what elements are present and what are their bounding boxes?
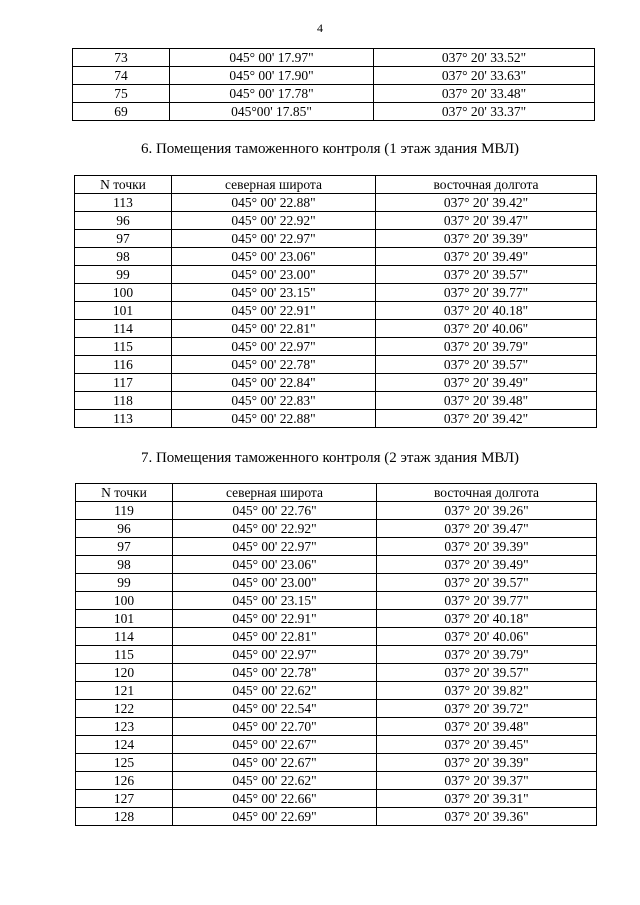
cell-longitude: 037° 20' 40.06" [377,628,597,646]
cell-point-number: 98 [76,556,173,574]
cell-latitude: 045° 00' 22.92" [173,520,377,538]
cell-point-number: 114 [76,628,173,646]
cell-longitude: 037° 20' 39.57" [377,664,597,682]
table-row [76,538,597,556]
table-row [75,194,597,212]
table-row [73,49,595,67]
cell-longitude: 037° 20' 39.36" [377,808,597,826]
cell-point-number: 115 [75,338,172,356]
cell-longitude: 037° 20' 39.48" [376,392,597,410]
cell-latitude: 045° 00' 22.67" [173,736,377,754]
cell-longitude: 037° 20' 39.37" [377,772,597,790]
table-row [76,628,597,646]
cell-longitude: 037° 20' 40.06" [376,320,597,338]
section-6-coordinates-table [74,175,597,428]
cell-latitude: 045° 00' 22.97" [173,538,377,556]
cell-latitude: 045° 00' 23.00" [172,266,376,284]
cell-latitude: 045° 00' 23.00" [173,574,377,592]
cell-longitude: 037° 20' 39.31" [377,790,597,808]
cell-longitude: 037° 20' 40.18" [377,610,597,628]
table-row [73,103,595,121]
cell-point-number: 101 [76,610,173,628]
cell-latitude: 045° 00' 22.88" [172,194,376,212]
cell-point-number: 115 [76,646,173,664]
table-row [75,320,597,338]
table-row [75,212,597,230]
table-header-row [76,484,597,502]
cell-point-number: 122 [76,700,173,718]
table-row [76,574,597,592]
cell-point-number: 96 [75,212,172,230]
table-row [76,556,597,574]
cell-longitude: 037° 20' 33.63" [374,67,595,85]
cell-latitude: 045° 00' 17.97" [170,49,374,67]
cell-point-number: 113 [75,410,172,428]
cell-longitude: 037° 20' 39.49" [376,248,597,266]
cell-latitude: 045° 00' 22.70" [173,718,377,736]
cell-latitude: 045° 00' 22.92" [172,212,376,230]
cell-point-number: 69 [73,103,170,121]
column-header-longitude: восточная долгота [377,484,597,502]
cell-latitude: 045° 00' 22.69" [173,808,377,826]
cell-longitude: 037° 20' 39.39" [377,538,597,556]
table-row [75,410,597,428]
cell-latitude: 045° 00' 17.78" [170,85,374,103]
table-row [76,682,597,700]
cell-point-number: 117 [75,374,172,392]
cell-longitude: 037° 20' 39.49" [376,374,597,392]
table-row [73,85,595,103]
cell-longitude: 037° 20' 39.77" [376,284,597,302]
table-body [73,49,595,121]
table-row [76,502,597,520]
cell-point-number: 75 [73,85,170,103]
cell-point-number: 97 [76,538,173,556]
cell-latitude: 045° 00' 23.06" [172,248,376,266]
cell-longitude: 037° 20' 39.39" [376,230,597,248]
cell-latitude: 045° 00' 22.67" [173,754,377,772]
table-row [75,338,597,356]
section-6-heading: 6. Помещения таможенного контроля (1 этаж здания МВЛ) [140,141,520,157]
column-header-point-number: N точки [76,484,173,502]
cell-latitude: 045° 00' 22.54" [173,700,377,718]
cell-point-number: 74 [73,67,170,85]
cell-longitude: 037° 20' 39.47" [376,212,597,230]
cell-longitude: 037° 20' 33.37" [374,103,595,121]
cell-latitude: 045° 00' 22.97" [172,230,376,248]
cell-longitude: 037° 20' 40.18" [376,302,597,320]
cell-point-number: 73 [73,49,170,67]
cell-latitude: 045° 00' 22.76" [173,502,377,520]
cell-point-number: 99 [76,574,173,592]
cell-longitude: 037° 20' 39.57" [377,574,597,592]
column-header-longitude: восточная долгота [376,176,597,194]
cell-point-number: 116 [75,356,172,374]
cell-latitude: 045° 00' 22.97" [173,646,377,664]
table-row [76,754,597,772]
table-header-row [75,176,597,194]
cell-point-number: 114 [75,320,172,338]
table-row [73,67,595,85]
cell-longitude: 037° 20' 39.47" [377,520,597,538]
cell-latitude: 045° 00' 22.78" [172,356,376,374]
table-row [76,700,597,718]
cell-point-number: 121 [76,682,173,700]
table-row [76,610,597,628]
cell-point-number: 119 [76,502,173,520]
cell-latitude: 045°00' 17.85" [170,103,374,121]
cell-latitude: 045° 00' 22.81" [172,320,376,338]
cell-latitude: 045° 00' 22.66" [173,790,377,808]
cell-longitude: 037° 20' 33.48" [374,85,595,103]
table-row [75,302,597,320]
cell-point-number: 127 [76,790,173,808]
cell-point-number: 120 [76,664,173,682]
column-header-latitude: северная широта [173,484,377,502]
cell-latitude: 045° 00' 23.15" [172,284,376,302]
cell-latitude: 045° 00' 22.78" [173,664,377,682]
cell-latitude: 045° 00' 22.62" [173,772,377,790]
cell-point-number: 96 [76,520,173,538]
cell-longitude: 037° 20' 39.49" [377,556,597,574]
column-header-point-number: N точки [75,176,172,194]
cell-point-number: 118 [75,392,172,410]
table-row [75,248,597,266]
cell-longitude: 037° 20' 39.42" [376,410,597,428]
table-row [76,718,597,736]
column-header-latitude: северная широта [172,176,376,194]
cell-longitude: 037° 20' 39.45" [377,736,597,754]
table-row [76,736,597,754]
table-row [76,808,597,826]
cell-latitude: 045° 00' 17.90" [170,67,374,85]
cell-latitude: 045° 00' 23.06" [173,556,377,574]
cell-point-number: 126 [76,772,173,790]
cell-latitude: 045° 00' 22.88" [172,410,376,428]
table-row [75,392,597,410]
section-7-heading: 7. Помещения таможенного контроля (2 этаж здания МВЛ) [140,450,520,466]
cell-latitude: 045° 00' 22.83" [172,392,376,410]
cell-latitude: 045° 00' 22.84" [172,374,376,392]
cell-point-number: 124 [76,736,173,754]
table-row [76,646,597,664]
cell-latitude: 045° 00' 22.62" [173,682,377,700]
table-row [75,266,597,284]
cell-latitude: 045° 00' 22.91" [172,302,376,320]
table-row [76,520,597,538]
cell-latitude: 045° 00' 23.15" [173,592,377,610]
cell-longitude: 037° 20' 39.57" [376,356,597,374]
cell-point-number: 128 [76,808,173,826]
cell-longitude: 037° 20' 39.26" [377,502,597,520]
section-7-coordinates-table [75,483,597,826]
cell-point-number: 113 [75,194,172,212]
cell-latitude: 045° 00' 22.91" [173,610,377,628]
cell-latitude: 045° 00' 22.97" [172,338,376,356]
cell-point-number: 125 [76,754,173,772]
cell-point-number: 97 [75,230,172,248]
table-row [75,284,597,302]
table-row [76,592,597,610]
cell-point-number: 101 [75,302,172,320]
cell-longitude: 037° 20' 39.72" [377,700,597,718]
cell-longitude: 037° 20' 39.48" [377,718,597,736]
table-row [75,356,597,374]
cell-longitude: 037° 20' 33.52" [374,49,595,67]
table-row [76,772,597,790]
cell-point-number: 98 [75,248,172,266]
table-row [76,790,597,808]
page-number: 4 [317,21,323,35]
cell-longitude: 037° 20' 39.79" [377,646,597,664]
coordinates-table-continued [72,48,595,121]
cell-point-number: 100 [76,592,173,610]
cell-longitude: 037° 20' 39.39" [377,754,597,772]
table-body [76,502,597,826]
table-row [75,230,597,248]
cell-point-number: 99 [75,266,172,284]
table-body [75,194,597,428]
table-row [75,374,597,392]
cell-latitude: 045° 00' 22.81" [173,628,377,646]
cell-longitude: 037° 20' 39.77" [377,592,597,610]
cell-point-number: 123 [76,718,173,736]
cell-longitude: 037° 20' 39.79" [376,338,597,356]
table-row [76,664,597,682]
cell-longitude: 037° 20' 39.57" [376,266,597,284]
cell-longitude: 037° 20' 39.42" [376,194,597,212]
cell-point-number: 100 [75,284,172,302]
cell-longitude: 037° 20' 39.82" [377,682,597,700]
